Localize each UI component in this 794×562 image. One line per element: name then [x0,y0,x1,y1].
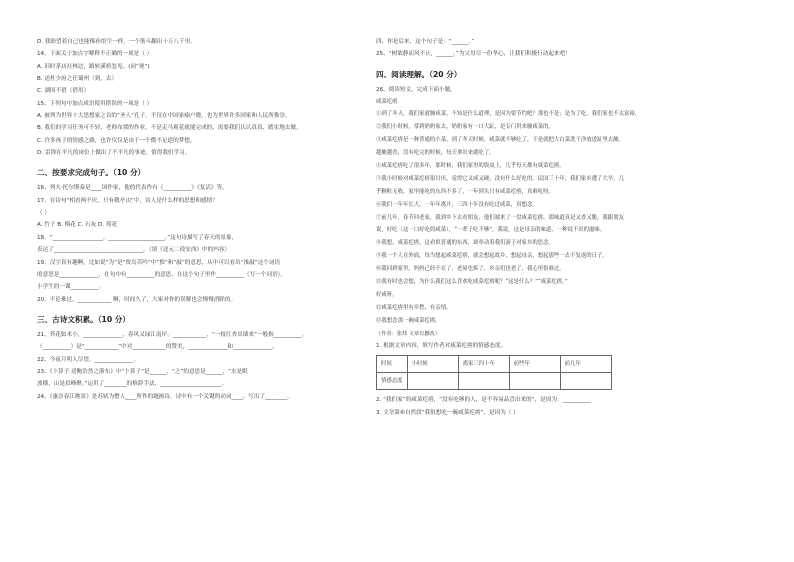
question-line: 18、“__________________，____________________。”这句诗描写了春天的景象， [37,234,238,241]
question-line: 波横，山是眉峰聚。”运用了________的修辞手法，______________________。 [37,381,228,388]
question-line: 14、下面关于加点字解释不正确的一项是（ ） [37,51,153,58]
question-line: 21、苔花如米小，______________，春风又绿江南岸，____________，“一枝红杏出墙来”一般指__________。 [37,331,308,338]
question-line: 1. 根据文章内容，填写作者对咸菜疙瘩的情感态度。 [376,342,507,349]
question-line: 表达了________________________________。（填《送元二使安西》中的内容） [37,247,230,254]
option-line: B. 我们的学习任务可不轻，老师布置的作业，不是走马观花就能完成的，需要我们认认真真、踏实地去做。 [37,125,302,132]
table-cell: 离家三四十年 [458,356,509,373]
answer-cell[interactable] [509,373,560,390]
question-line: 15、下列句中加点成语使用错误的一项是（ ） [37,100,153,107]
question-line: 26、阅读短文，完成下面小题。 [376,86,456,93]
story-line: ④咸菜疙瘩吃了很多年，那时候，我们家里的饭桌上，几乎每天都有咸菜疙瘩。 [376,162,565,169]
table-cell: 前几年 [560,356,611,373]
question-line: 的意思是______________，在句中有__________的意思，在这个句子里作__________（写一个词语）。 [37,271,286,278]
section-title: 二、按要求完成句子。（10 分） [37,168,146,178]
story-line: 说，好吃（这一口好吃的咸菜），“一辈子吃不够”，我说，这是母亲的味道，一种说不出的滋味。 [376,227,606,234]
story-line: ⑤我小时候对咸菜疙瘩很讨厌，觉得它又咸又硬，没有什么好吃的。民国三十年，我们家乡遭了大旱，几 [376,175,624,182]
story-line: ⑩我回到家里，妈妈已经不在了，老屋也拆了，乡亲们也老了，我心里很难过。 [376,266,565,273]
table-row [377,373,612,390]
question-line: 25、“树欲静而风不止，______。”为父母尽一份孝心，让我们积极行动起来吧！ [376,51,571,58]
table-row [377,356,612,373]
question-line: 20、不论难过，____________ 啊，时间久了，大家对你的误解也会慢慢消除的。 [37,296,237,303]
option-line: A. 旧时茅店社林边，路转溪桥忽见。(同“现”) [37,63,150,70]
story-line: ⑪我有时也会想，为什么我们这么喜欢吃咸菜疙瘩呢？“这是什么？”“咸菜疙瘩。” [376,278,568,285]
option-line: C. 许多孩子的情感之路，也许仅仅是由于一个微不足道的梦想。 [37,137,196,144]
answer-paren: （ ） [37,210,50,217]
question-line: 22、今夜月明人尽望，______________。 [37,356,140,363]
story-line: ⑨我一个人在外面，每当想起咸菜疙瘩，就会想起故乡，想起母亲，想起那些一去不复返的日子。 [376,253,608,260]
story-line: ⑧我想，咸菜疙瘩，这看似普通的东西，却牵动着我们游子对家乡的思念。 [376,240,554,247]
answer-cell[interactable] [560,373,611,390]
question-line: 16、列夫·托尔斯泰是____国作家，他的代表作有《__________》《复活》等。 [37,185,228,192]
question-line: 3. 文章第⑥自然段“我很想吃一碗咸菜疙瘩”，是因为（ ） [376,409,519,416]
story-line: ⑬我想念那一碗咸菜疙瘩。 [376,317,441,324]
question-line: D. 我盼望着自己也能像孙悟空一样，一个筋斗翻出十万八千里。 [37,39,196,45]
emotion-table [376,355,612,390]
story-line: ⑦前几年，春节回老家，我到乡下去看朋友，他们端来了一盘咸菜疙瘩，那味道真是又香又脆。我跟朋友 [376,214,624,221]
story-line: ③咸菜疙瘩是一种普通的小菜，到了冬天时候，咸菜就不够吃了，于是就把大白菜洗干净放进缸里去腌。 [376,137,624,144]
story-line: ⑥我们一年年长大，一年年离开，三四十年没有吃过咸菜，真想念。 [376,201,538,208]
question-line: 17、在诗句“相看两不厌，只有敬亭山”中，诗人是什么样的思想和感情？ [37,197,218,204]
section-title: 三、古诗文积累。（10 分） [37,314,130,324]
answer-cell[interactable] [458,373,509,390]
option-line: A. 竹子 B. 梅花 C. 石灰 D. 荷花 [37,222,118,229]
option-line: D. 雷锋在平凡的岗位上做出了不平凡的事迹，值得我们学习。 [37,150,191,157]
story-body [376,108,758,327]
table-cell: 小时候 [407,356,458,373]
story-title: 咸菜疙瘩 [376,99,398,106]
table-cell: 时间 [377,356,408,373]
question-line: 2. “我们家”的咸菜疙瘩，“没有吃够的人，是不容易品尝出来的”，是因为：__________ [376,397,591,404]
right-column [376,36,758,419]
left-column [37,36,395,403]
question-line: 四、你是后来，这个句子是：“______。” [376,39,475,45]
question-line: 小学生的一课__________。 [37,284,105,291]
answer-cell[interactable] [407,373,458,390]
question-line: 19、汉字真有趣啊，比如说“为”是“贾岛苦吟”中“推”和“敲”的意思，从中可以看出“推敲”这个词语 [37,259,281,266]
section-title: 四、阅读理解。（20 分） [376,69,462,79]
story-line: 越腌越香，没有吃完的时候，每天拿出来就吃了。 [376,150,495,157]
story-line: ①到了冬天，我们家就腌咸菜，不知是什么道理，是因为要节约吧？那也不是；是为了吃，我们家也不太富裕， [376,111,641,118]
story-line: 乎颗粒无收，家里能吃的东西不多了，一年到头只有咸菜疙瘩，真难吃呀。 [376,188,554,195]
story-line: ②我们小时候，常到奶奶家去，奶奶家有一口大缸，是专门用来腌咸菜的。 [376,124,554,131]
question-line: 23、《卜算子·送鲍浩然之浙东》中“卜算子”是______，“之”的意思是______，“水是眼 [37,368,248,375]
story-line: 好咸呀。 [376,291,398,298]
question-line: （__________）是“____________”中对____________的赞美，______________和______________。 [37,344,278,351]
table-cell: 前些年 [509,356,560,373]
question-line: 24、《惠崇春江晚景》是苏轼为僧人____所作的题画诗，诗中有一个关键的动词____，写出了________。 [37,393,294,400]
option-line: A. 被列为世界十大思想家之首的“圣人”孔子，不仅在中国家喻户晓，也为世界许多国家和人民所推崇。 [37,113,291,120]
option-line: B. 送杜少府之任蜀州（到，去） [37,76,118,83]
option-line: C. 湖因不借（借用） [37,88,90,95]
table-cell: 情感态度 [377,373,408,390]
story-line: ⑫咸菜疙瘩里有乡愁，有亲情。 [376,304,452,311]
story-source: （作者：张炜 文章有删改） [376,330,440,337]
